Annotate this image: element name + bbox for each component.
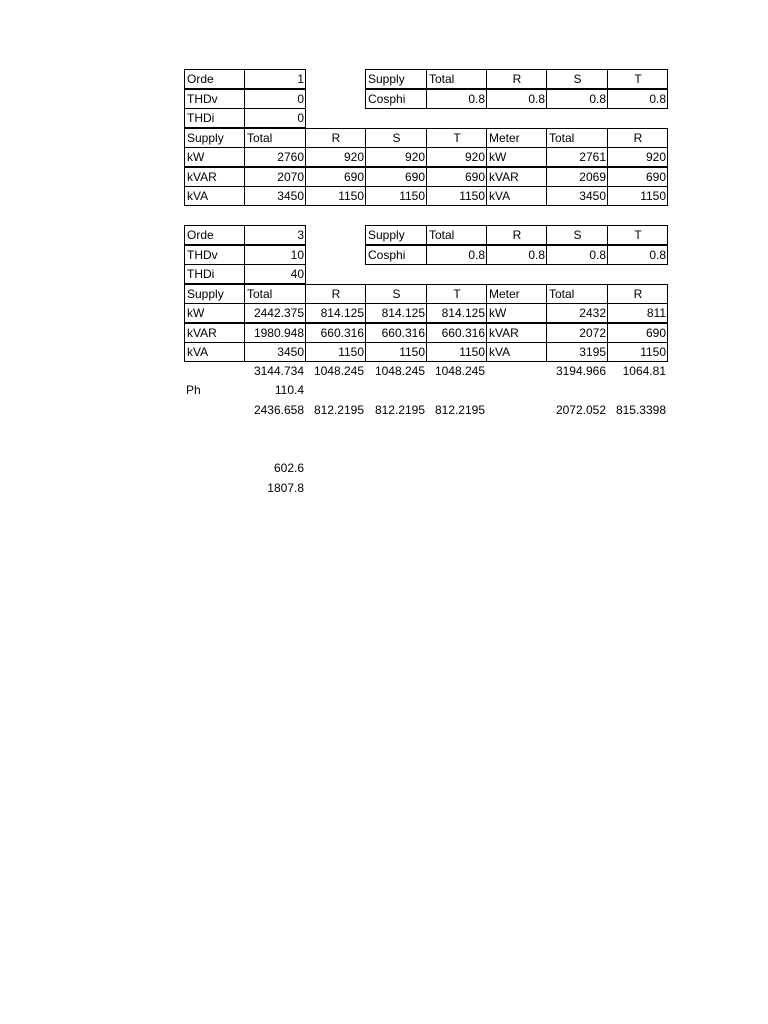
meter-header-cell[interactable]: Total	[546, 128, 608, 148]
meter-header-cell[interactable]: R	[607, 128, 668, 148]
supply-cell[interactable]: 1150	[305, 342, 366, 362]
meter-cell[interactable]: 2072	[546, 323, 608, 343]
param-value[interactable]: 40	[244, 264, 306, 284]
supply-cell[interactable]: kVA	[184, 186, 245, 206]
cosphi-header-cell[interactable]: S	[546, 225, 608, 245]
param-label[interactable]: THDi	[184, 264, 245, 284]
cosphi-value-cell[interactable]: 0.8	[486, 89, 547, 109]
calc-cell[interactable]: 3144.734	[253, 364, 304, 378]
supply-cell[interactable]: 1150	[426, 186, 487, 206]
meter-cell[interactable]: 1150	[607, 186, 668, 206]
calc-cell[interactable]: 1048.245	[434, 364, 485, 378]
supply-cell[interactable]: 1980.948	[244, 323, 306, 343]
supply-header-cell[interactable]: R	[305, 128, 366, 148]
supply-cell[interactable]: 920	[426, 147, 487, 167]
supply-cell[interactable]: 660.316	[365, 323, 427, 343]
supply-cell[interactable]: 2070	[244, 167, 306, 187]
supply-cell[interactable]: 690	[426, 167, 487, 187]
meter-cell[interactable]: kVAR	[486, 167, 547, 187]
calc-cell[interactable]: 2072.052	[555, 403, 606, 417]
ph-label[interactable]: Ph	[186, 383, 201, 397]
meter-cell[interactable]: 2761	[546, 147, 608, 167]
supply-header-cell[interactable]: Supply	[184, 284, 245, 304]
meter-header-cell[interactable]: Meter	[486, 128, 547, 148]
supply-cell[interactable]: 920	[365, 147, 427, 167]
supply-cell[interactable]: kVA	[184, 342, 245, 362]
cosphi-header-cell[interactable]: Supply	[365, 225, 427, 245]
supply-cell[interactable]: 1150	[365, 186, 427, 206]
supply-cell[interactable]: 814.125	[365, 303, 427, 323]
supply-cell[interactable]: kVAR	[184, 323, 245, 343]
supply-cell[interactable]: 690	[305, 167, 366, 187]
meter-cell[interactable]: kVA	[486, 342, 547, 362]
cosphi-value-cell[interactable]: 0.8	[607, 89, 668, 109]
supply-header-cell[interactable]: S	[365, 284, 427, 304]
param-value[interactable]: 3	[244, 225, 306, 245]
supply-cell[interactable]: 2442.375	[244, 303, 306, 323]
supply-cell[interactable]: 1150	[365, 342, 427, 362]
ph-value[interactable]: 110.4	[274, 383, 304, 397]
meter-cell[interactable]: 1150	[607, 342, 668, 362]
calc-cell[interactable]: 812.2195	[374, 403, 425, 417]
param-value[interactable]: 1	[244, 69, 306, 89]
param-label[interactable]: THDi	[184, 108, 245, 128]
calc-cell[interactable]: 812.2195	[313, 403, 364, 417]
param-value[interactable]: 10	[244, 245, 306, 265]
cosphi-value-cell[interactable]: 0.8	[486, 245, 547, 265]
param-value[interactable]: 0	[244, 89, 306, 109]
cosphi-header-cell[interactable]: T	[607, 69, 668, 89]
meter-cell[interactable]: kVA	[486, 186, 547, 206]
supply-cell[interactable]: 690	[365, 167, 427, 187]
supply-header-cell[interactable]: Total	[244, 128, 306, 148]
cosphi-header-cell[interactable]: R	[486, 69, 547, 89]
calc-cell[interactable]: 1064.81	[622, 364, 666, 378]
supply-cell[interactable]: 920	[305, 147, 366, 167]
supply-header-cell[interactable]: T	[426, 284, 487, 304]
param-label[interactable]: THDv	[184, 89, 245, 109]
calc-cell[interactable]: 3194.966	[555, 364, 606, 378]
meter-header-cell[interactable]: Total	[546, 284, 608, 304]
supply-cell[interactable]: 3450	[244, 342, 306, 362]
supply-cell[interactable]: 814.125	[426, 303, 487, 323]
cosphi-header-cell[interactable]: Total	[426, 225, 487, 245]
meter-cell[interactable]: 811	[607, 303, 668, 323]
calc-cell[interactable]: 812.2195	[434, 403, 485, 417]
cosphi-header-cell[interactable]: T	[607, 225, 668, 245]
footer-value[interactable]: 602.6	[273, 461, 304, 475]
meter-cell[interactable]: 2069	[546, 167, 608, 187]
meter-cell[interactable]: kW	[486, 303, 547, 323]
cosphi-header-cell[interactable]: Total	[426, 69, 487, 89]
supply-cell[interactable]: 1150	[305, 186, 366, 206]
supply-cell[interactable]: 3450	[244, 186, 306, 206]
meter-cell[interactable]: 920	[607, 147, 668, 167]
cosphi-value-cell[interactable]: Cosphi	[365, 245, 427, 265]
footer-value[interactable]: 1807.8	[267, 481, 304, 495]
meter-header-cell[interactable]: R	[607, 284, 668, 304]
calc-cell[interactable]: 815.3398	[615, 403, 666, 417]
meter-cell[interactable]: kVAR	[486, 323, 547, 343]
param-label[interactable]: Orde	[184, 225, 245, 245]
cosphi-header-cell[interactable]: R	[486, 225, 547, 245]
meter-cell[interactable]: 3195	[546, 342, 608, 362]
supply-cell[interactable]: kW	[184, 147, 245, 167]
supply-cell[interactable]: 660.316	[305, 323, 366, 343]
supply-cell[interactable]: kVAR	[184, 167, 245, 187]
cosphi-value-cell[interactable]: 0.8	[426, 89, 487, 109]
param-label[interactable]: THDv	[184, 245, 245, 265]
supply-cell[interactable]: 814.125	[305, 303, 366, 323]
cosphi-value-cell[interactable]: 0.8	[546, 245, 608, 265]
meter-cell[interactable]: 690	[607, 167, 668, 187]
param-value[interactable]: 0	[244, 108, 306, 128]
cosphi-value-cell[interactable]: Cosphi	[365, 89, 427, 109]
cosphi-value-cell[interactable]: 0.8	[426, 245, 487, 265]
calc-cell[interactable]: 1048.245	[374, 364, 425, 378]
cosphi-header-cell[interactable]: Supply	[365, 69, 427, 89]
supply-header-cell[interactable]: Supply	[184, 128, 245, 148]
supply-cell[interactable]: 660.316	[426, 323, 487, 343]
meter-cell[interactable]: kW	[486, 147, 547, 167]
meter-cell[interactable]: 690	[607, 323, 668, 343]
calc-cell[interactable]: 2436.658	[253, 403, 304, 417]
cosphi-header-cell[interactable]: S	[546, 69, 608, 89]
calc-cell[interactable]: 1048.245	[313, 364, 364, 378]
supply-cell[interactable]: 2760	[244, 147, 306, 167]
supply-cell[interactable]: kW	[184, 303, 245, 323]
supply-header-cell[interactable]: S	[365, 128, 427, 148]
meter-cell[interactable]: 3450	[546, 186, 608, 206]
supply-header-cell[interactable]: T	[426, 128, 487, 148]
meter-header-cell[interactable]: Meter	[486, 284, 547, 304]
cosphi-value-cell[interactable]: 0.8	[546, 89, 608, 109]
supply-header-cell[interactable]: R	[305, 284, 366, 304]
meter-cell[interactable]: 2432	[546, 303, 608, 323]
supply-header-cell[interactable]: Total	[244, 284, 306, 304]
param-label[interactable]: Orde	[184, 69, 245, 89]
cosphi-value-cell[interactable]: 0.8	[607, 245, 668, 265]
supply-cell[interactable]: 1150	[426, 342, 487, 362]
